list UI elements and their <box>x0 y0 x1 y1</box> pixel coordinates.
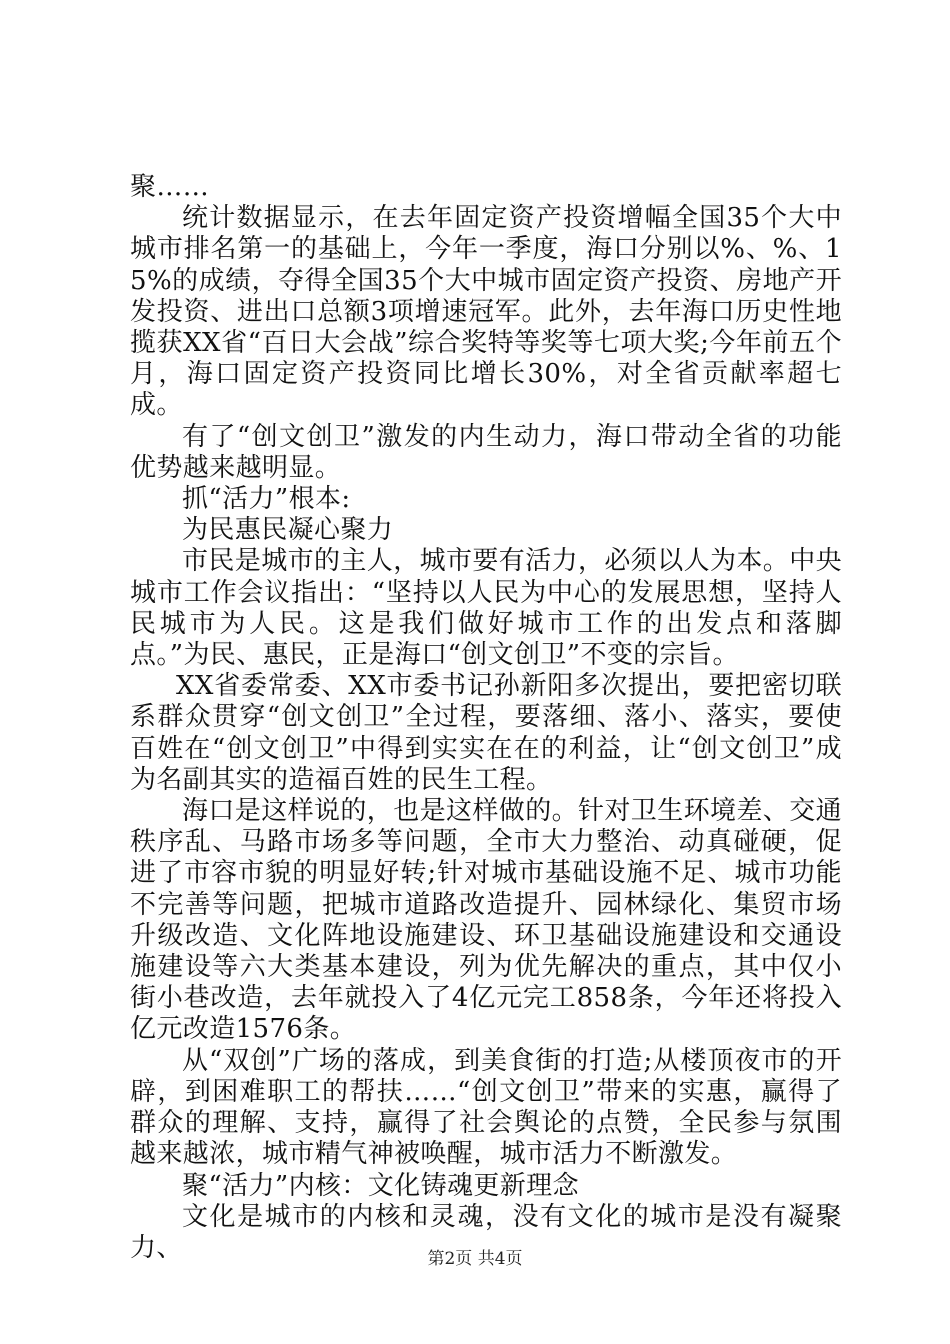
paragraph-9: 从“双创”广场的落成，到美食街的打造;从楼顶夜市的开辟，到困难职工的帮扶……“创文创卫”带来的实惠，赢得了群众的理解、支持，赢得了社会舆论的点赞，全民参与氛围越来越浓，城市精气神被唤醒，城市活力不断激发。 <box>130 1045 842 1170</box>
document-body <box>130 172 842 1264</box>
paragraph-7: XX省委常委、XX市委书记孙新阳多次提出，要把密切联系群众贯穿“创文创卫”全过程，要落细、落小、落实，要使百姓在“创文创卫”中得到实实在在的利益，让“创文创卫”成为名副其实的造福百姓的民生工程。 <box>130 671 842 795</box>
paragraph-1: 聚…… <box>130 172 210 202</box>
paragraph-11: 文化是城市的内核和灵魂，没有文化的城市是没有凝聚力、 <box>130 1201 842 1263</box>
section-subheading-1: 为民惠民凝心聚力 <box>182 515 394 546</box>
section-heading-2: 聚“活力”内核：文化铸魂更新理念 <box>182 1170 579 1201</box>
paragraph-6: 市民是城市的主人，城市要有活力，必须以人为本。中央城市工作会议指出：“坚持以人民为中心的发展思想，坚持人民城市为人民。这是我们做好城市工作的出发点和落脚点。”为民、惠民，正是海口“创文创卫”不变的宗旨。 <box>130 546 843 671</box>
paragraph-8: 海口是这样说的，也是这样做的。针对卫生环境差、交通秩序乱、马路市场多等问题，全市大力整治、动真碰硬，促进了市容市貌的明显好转;针对城市基础设施不足、城市功能不完善等问题，把城市道路改造提升、园林绿化、集贸市场升级改造、文化阵地设施建设、环卫基础设施建设和交通设施建设等六大类基本建设，列为优先解决的重点，其中仅小街小巷改造，去年就投入了4亿元完工858条，今年还将投入亿元改造1576条。 <box>130 796 843 1045</box>
paragraph-2: 统计数据显示，在去年固定资产投资增幅全国35个大中城市排名第一的基础上，今年一季度，海口分别以%、%、15%的成绩，夺得全国35个大中城市固定资产投资、房地产开发投资、进出口总额3项增速冠军。此外，去年海口历史性地揽获XX省“百日大会战”综合奖特等奖等七项大奖;今年前五个月，海口固定资产投资同比增长30%，对全省贡献率超七成。 <box>130 203 842 421</box>
section-heading-1: 抓“活力”根本: <box>182 484 351 515</box>
paragraph-3: 有了“创文创卫”激发的内生动力，海口带动全省的功能优势越来越明显。 <box>130 421 842 483</box>
page-footer: 第2页 共4页 <box>427 1249 523 1269</box>
